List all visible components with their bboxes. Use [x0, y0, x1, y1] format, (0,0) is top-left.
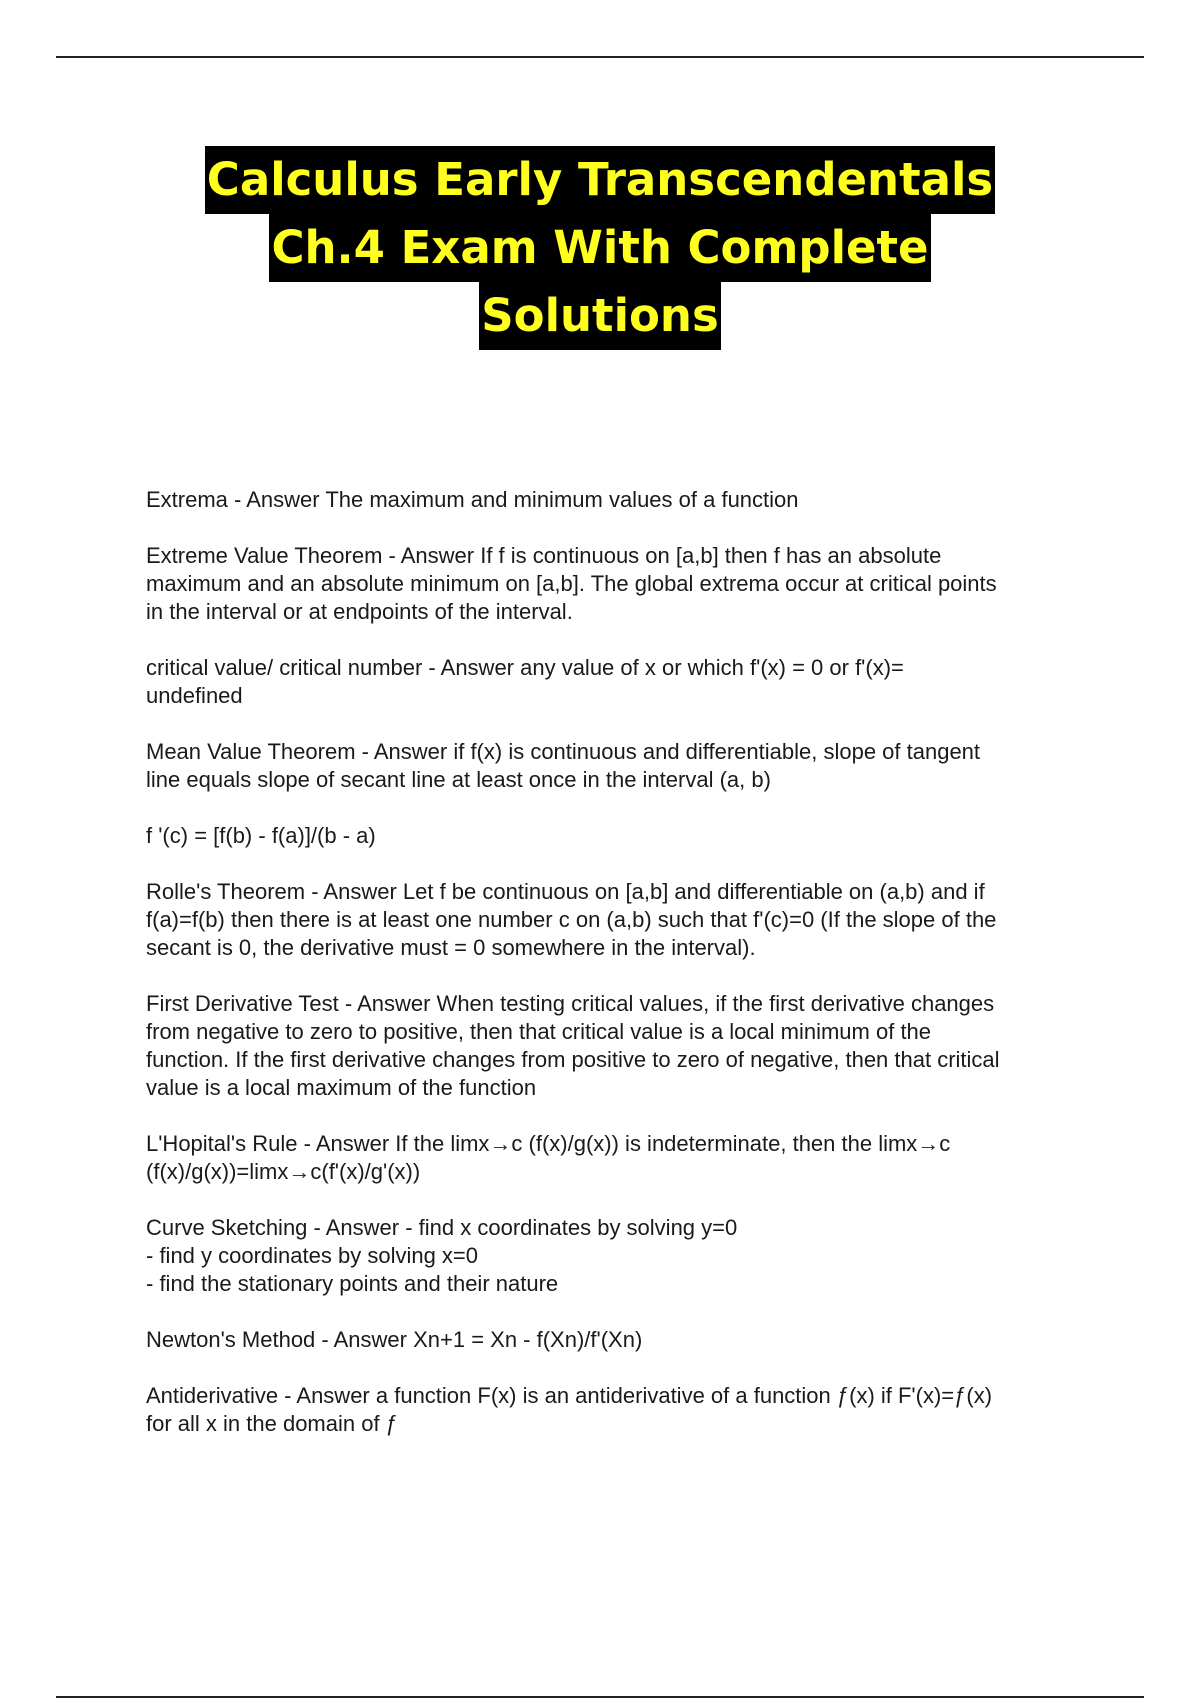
entry-extrema: Extrema - Answer The maximum and minimum values of a function [146, 487, 799, 512]
entry-antiderivative: Antiderivative - Answer a function F(x) is an antiderivative of a function ƒ(x) if F'(x)=ƒ(x) for all x in the domain of ƒ [146, 1383, 993, 1436]
title-line-2: Ch.4 Exam With Complete [269, 214, 930, 282]
entry-extreme-value-theorem: Extreme Value Theorem - Answer If f is continuous on [a,b] then f has an absolute maximum and an absolute minimum on [a,b]. The global extrema occur at critical points in the interval or at endpoints of the interval. [146, 543, 997, 624]
entry-first-derivative-test: First Derivative Test - Answer When testing critical values, if the first derivative changes from negative to zero to positive, then that critical value is a local minimum of the function. If the first derivative changes from positive to zero of negative, then that critical value is a local maximum of the function [146, 991, 1000, 1100]
entry-critical-value: critical value/ critical number - Answer any value of x or which f'(x) = 0 or f'(x)= undefined [146, 655, 904, 708]
document-title [0, 146, 1200, 350]
entry-curve-sketching: Curve Sketching - Answer - find x coordinates by solving y=0 - find y coordinates by solving x=0 - find the stationary points and their nature [146, 1215, 738, 1296]
entry-newtons-method: Newton's Method - Answer Xn+1 = Xn - f(Xn)/f'(Xn) [146, 1327, 643, 1352]
title-line-1: Calculus Early Transcendentals [205, 146, 995, 214]
entry-mvt-formula: f '(c) = [f(b) - f(a)]/(b - a) [146, 823, 376, 848]
answer-list [146, 486, 1086, 1466]
entry-mean-value-theorem: Mean Value Theorem - Answer if f(x) is continuous and differentiable, slope of tangent line equals slope of secant line at least once in the interval (a, b) [146, 739, 981, 792]
entry-lhopitals-rule: L'Hopital's Rule - Answer If the limx→c (f(x)/g(x)) is indeterminate, then the limx→c (f(x)/g(x))=limx→c(f'(x)/g'(x)) [146, 1131, 951, 1184]
top-rule [56, 56, 1144, 58]
entry-rolles-theorem: Rolle's Theorem - Answer Let f be continuous on [a,b] and differentiable on (a,b) and if f(a)=f(b) then there is at least one number c on (a,b) such that f'(c)=0 (If the slope of the secant is 0, the derivative must = 0 somewhere in the interval). [146, 879, 997, 960]
title-line-3: Solutions [479, 282, 720, 350]
bottom-rule [56, 1696, 1144, 1698]
